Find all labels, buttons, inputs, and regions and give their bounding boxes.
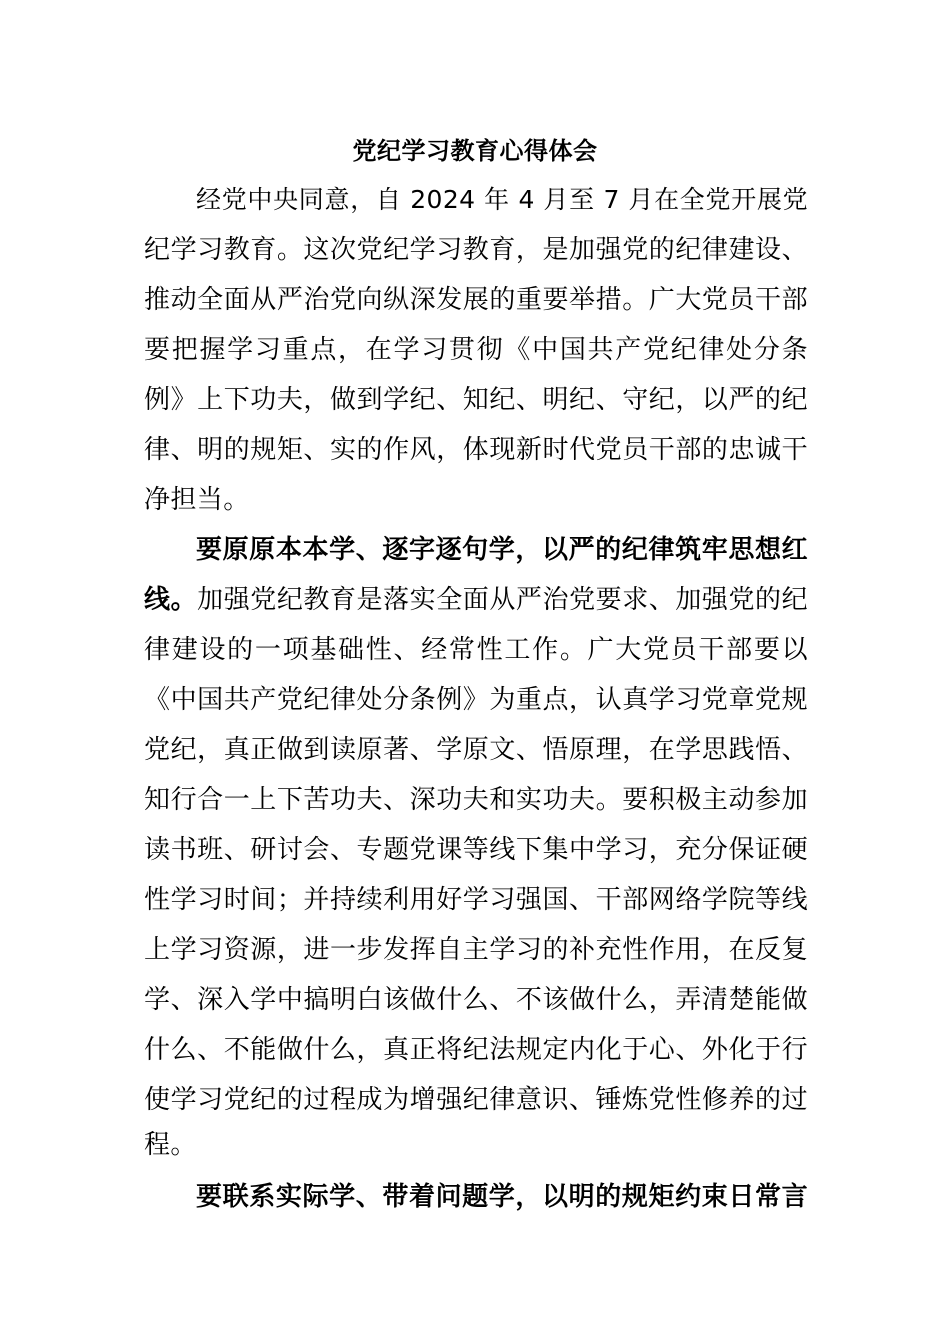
paragraph-2-line-4: 《中国共产党纪律处分条例》为重点，认真学习党章党规 (144, 685, 808, 715)
paragraph-2-line-3: 律建设的一项基础性、经常性工作。广大党员干部要以 (144, 635, 808, 665)
paragraph-2-line-2-text: 加强党纪教育是落实全面从严治党要求、加强党的纪 (197, 585, 808, 615)
paragraph-2-line-7: 读书班、研讨会、专题党课等线下集中学习，充分保证硬 (144, 835, 808, 865)
paragraph-2-heading-end: 线。 (144, 585, 198, 615)
paragraph-2-line-12: 使学习党纪的过程成为增强纪律意识、锤炼党性修养的过 (144, 1085, 808, 1115)
paragraph-1-line-3: 推动全面从严治党向纵深发展的重要举措。广大党员干部 (144, 285, 808, 315)
paragraph-2-line-9: 上学习资源，进一步发挥自主学习的补充性作用，在反复 (144, 935, 808, 965)
paragraph-2-line-11: 什么、不能做什么，真正将纪法规定内化于心、外化于行 (144, 1035, 808, 1065)
paragraph-2-line-10: 学、深入学中搞明白该做什么、不该做什么，弄清楚能做 (144, 985, 808, 1015)
paragraph-1-line-4: 要把握学习重点，在学习贯彻《中国共产党纪律处分条 (144, 335, 808, 365)
document-title: 党纪学习教育心得体会 (352, 137, 598, 165)
paragraph-3-heading: 要联系实际学、带着问题学，以明的规矩约束日常言 (196, 1182, 808, 1212)
paragraph-2-line-2 (144, 575, 808, 625)
paragraph-2-line-8: 性学习时间；并持续利用好学习强国、干部网络学院等线 (144, 885, 808, 915)
paragraph-1-line-1: 经党中央同意，自 2024 年 4 月至 7 月在全党开展党 (196, 185, 808, 214)
paragraph-1-line-7: 净担当。 (144, 485, 250, 515)
paragraph-2-line-6: 知行合一上下苦功夫、深功夫和实功夫。要积极主动参加 (144, 785, 808, 815)
paragraph-2-line-13: 程。 (144, 1130, 197, 1160)
paragraph-2-heading: 要原原本本学、逐字逐句学，以严的纪律筑牢思想红 (196, 535, 808, 565)
paragraph-1-line-2: 纪学习教育。这次党纪学习教育，是加强党的纪律建设、 (144, 235, 808, 265)
paragraph-1-line-6: 律、明的规矩、实的作风，体现新时代党员干部的忠诚干 (144, 435, 808, 465)
paragraph-1-line-5: 例》上下功夫，做到学纪、知纪、明纪、守纪，以严的纪 (144, 385, 808, 415)
paragraph-2-line-5: 党纪，真正做到读原著、学原文、悟原理，在学思践悟、 (144, 735, 808, 765)
